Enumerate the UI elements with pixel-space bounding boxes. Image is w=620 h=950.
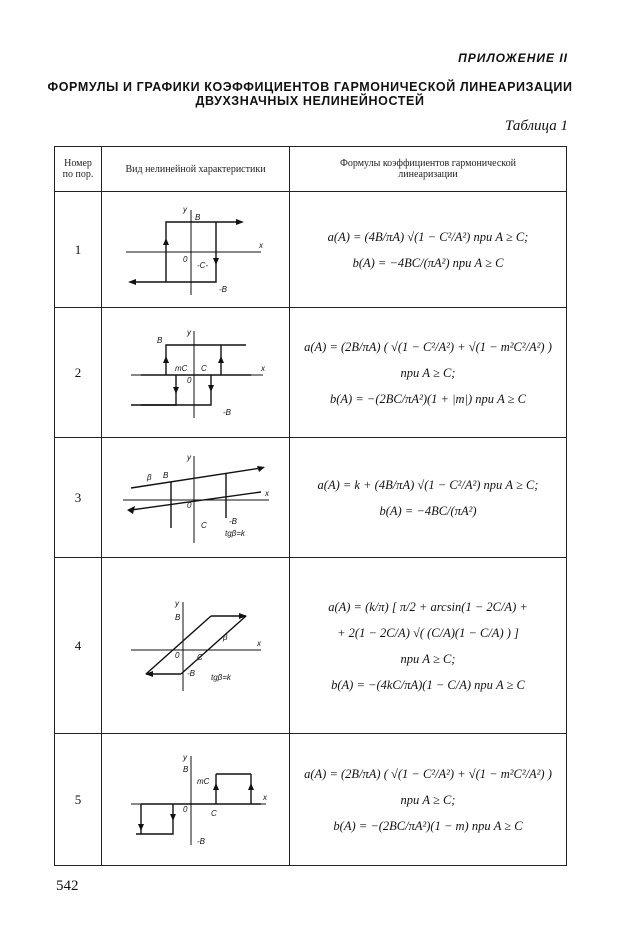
- hysteresis-relay-diagram: [111, 200, 281, 300]
- axis-label-y: y: [186, 327, 191, 337]
- label-mc: mC: [174, 363, 187, 373]
- formula-cell: [290, 308, 567, 438]
- formula-line: при A ≥ C;: [400, 651, 456, 666]
- row-number: 4: [55, 558, 102, 734]
- table-row: [55, 308, 567, 438]
- label-c: C: [196, 652, 203, 662]
- label-c: C: [210, 808, 217, 818]
- formula-line: a(A) = (k/π) [ π/2 + arcsin(1 − 2C/A) +: [328, 599, 528, 614]
- formula-line: b(A) = −4BC/(πA²): [379, 503, 477, 518]
- nonlinearity-figure: [102, 734, 290, 866]
- origin-label: 0: [174, 650, 179, 660]
- axis-label-x: x: [256, 638, 261, 648]
- col-header-formula-line1: Формулы коэффициентов гармонической: [339, 158, 517, 169]
- table-row: [55, 192, 567, 308]
- coefficients-table: [54, 146, 567, 866]
- col-header-formula: [290, 147, 567, 192]
- origin-label: 0: [186, 500, 191, 510]
- formula-line: a(A) = k + (4B/πA) √(1 − C²/A²) при A ≥ C;: [317, 477, 539, 492]
- nonlinearity-figure: [102, 308, 290, 438]
- formula-cell: [290, 734, 567, 866]
- appendix-label: ПРИЛОЖЕНИЕ II: [458, 51, 568, 65]
- formula-line: при A ≥ C;: [400, 365, 456, 380]
- nonlinearity-figure: [102, 438, 290, 558]
- axis-label-x: x: [260, 363, 265, 373]
- nonlinearity-figure: [102, 558, 290, 734]
- label-c: -C-: [196, 260, 208, 270]
- page-title: [40, 80, 580, 108]
- label-c: C: [200, 520, 207, 530]
- formula-line: b(A) = −4BC/(πA²) при A ≥ C: [352, 255, 504, 270]
- table-row: [55, 558, 567, 734]
- label-b: B: [182, 764, 188, 774]
- asymmetric-hysteresis-diagram: [111, 750, 281, 850]
- col-header-figure: Вид нелинейной характеристики: [102, 147, 290, 192]
- label-minus-b: -B: [218, 284, 227, 294]
- label-tg-beta: tgβ=k: [224, 528, 245, 538]
- origin-label: 0: [182, 254, 187, 264]
- row-number: 1: [55, 192, 102, 308]
- hysteresis-deadzone-diagram: [111, 323, 281, 423]
- label-mc: mC: [196, 776, 209, 786]
- formula-line: + 2(1 − 2C/A) √( (C/A)(1 − C/A) ) ]: [337, 625, 519, 640]
- label-b: B: [162, 470, 168, 480]
- table-row: [55, 438, 567, 558]
- axis-label-x: x: [258, 240, 263, 250]
- label-b: B: [156, 335, 162, 345]
- axis-label-y: y: [182, 204, 187, 214]
- formula-cell: [290, 192, 567, 308]
- axis-label-y: y: [182, 752, 187, 762]
- formula-line: b(A) = −(2BC/πA²)(1 − m) при A ≥ C: [333, 818, 523, 833]
- label-tg-beta: tgβ=k: [210, 672, 231, 682]
- axis-label-y: y: [174, 598, 179, 608]
- page-number: 542: [56, 878, 79, 894]
- hysteresis-slope-diagram: [111, 448, 281, 548]
- row-number: 5: [55, 734, 102, 866]
- col-header-number-line1: Номер: [64, 158, 92, 169]
- table-caption: Таблица 1: [505, 118, 568, 134]
- col-header-formula-line2: линеаризации: [398, 169, 458, 180]
- formula-line: при A ≥ C;: [400, 792, 456, 807]
- title-line-1: ФОРМУЛЫ И ГРАФИКИ КОЭФФИЦИЕНТОВ ГАРМОНИЧЕСКОЙ ЛИНЕАРИЗАЦИИ: [47, 80, 573, 94]
- formula-line: b(A) = −(4kC/πA)(1 − C/A) при A ≥ C: [331, 677, 525, 692]
- axis-label-x: x: [262, 792, 267, 802]
- col-header-number: [55, 147, 102, 192]
- origin-label: 0: [186, 375, 191, 385]
- row-number: 3: [55, 438, 102, 558]
- row-number: 2: [55, 308, 102, 438]
- label-minus-b: -B: [228, 516, 237, 526]
- label-beta: β: [222, 632, 228, 642]
- table-header-row: [55, 147, 567, 192]
- label-minus-b: -B: [186, 668, 195, 678]
- title-line-2: ДВУХЗНАЧНЫХ НЕЛИНЕЙНОСТЕЙ: [195, 94, 425, 108]
- label-beta: β: [146, 472, 152, 482]
- table-row: [55, 734, 567, 866]
- axis-label-y: y: [186, 452, 191, 462]
- label-minus-b: -B: [222, 407, 231, 417]
- formula-cell: [290, 438, 567, 558]
- formula-line: a(A) = (2B/πA) ( √(1 − C²/A²) + √(1 − m²C²/A²) ): [304, 339, 552, 354]
- label-minus-b: -B: [196, 836, 205, 846]
- col-header-number-line2: по пор.: [62, 169, 94, 180]
- backlash-diagram: [111, 596, 281, 696]
- formula-line: a(A) = (2B/πA) ( √(1 − C²/A²) + √(1 − m²C²/A²) ): [304, 766, 552, 781]
- nonlinearity-figure: [102, 192, 290, 308]
- formula-line: a(A) = (4B/πA) √(1 − C²/A²) при A ≥ C;: [327, 229, 529, 244]
- formula-line: b(A) = −(2BC/πA²)(1 + |m|) при A ≥ C: [329, 391, 526, 406]
- formula-cell: [290, 558, 567, 734]
- axis-label-x: x: [264, 488, 269, 498]
- label-b: B: [194, 212, 200, 222]
- label-b: B: [174, 612, 180, 622]
- label-c: C: [200, 363, 207, 373]
- origin-label: 0: [182, 804, 187, 814]
